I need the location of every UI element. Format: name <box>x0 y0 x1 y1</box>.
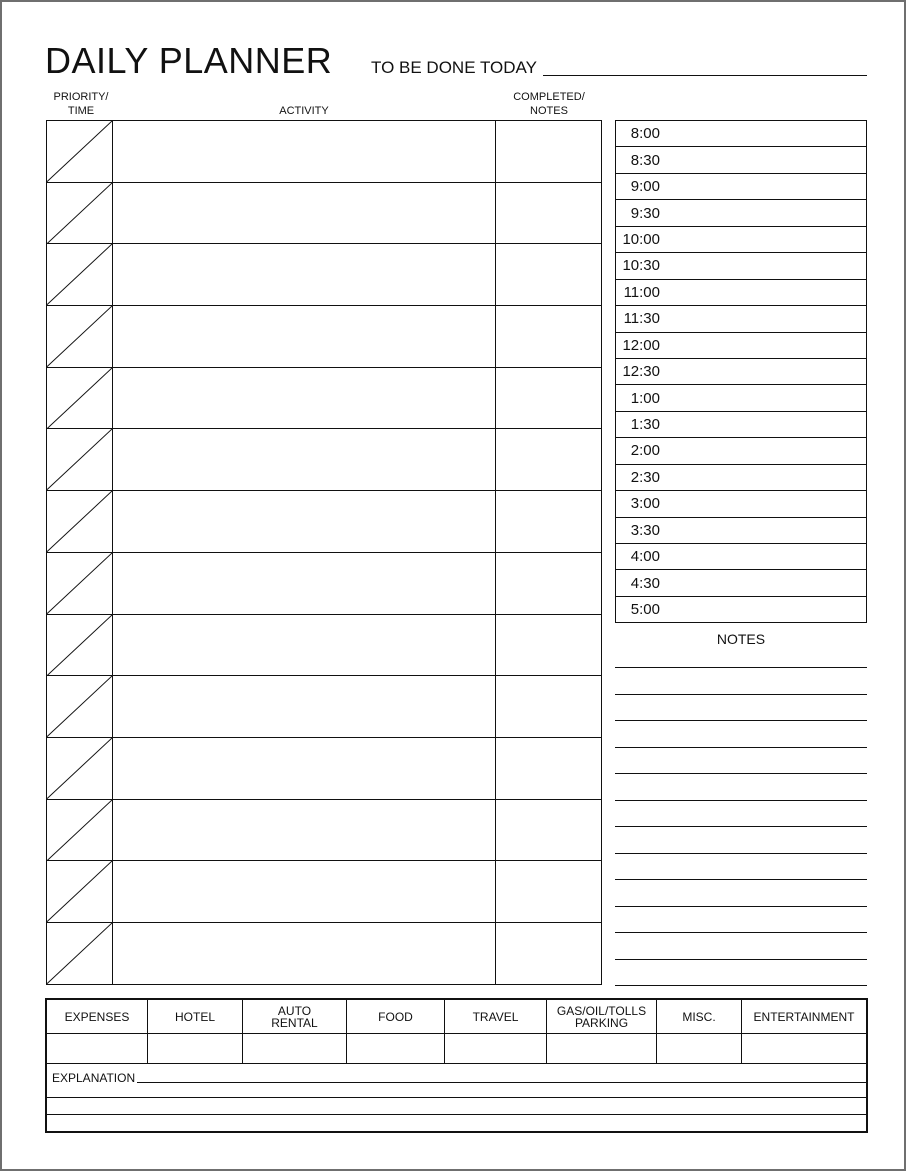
activity-row <box>47 491 601 553</box>
time-label: 2:00 <box>630 442 660 460</box>
expense-value-cell[interactable] <box>148 1034 243 1063</box>
diagonal-divider <box>47 491 112 552</box>
activity-cell[interactable] <box>113 244 496 305</box>
diagonal-divider <box>47 923 112 984</box>
priority-time-cell[interactable] <box>47 615 113 676</box>
time-label: 12:00 <box>622 336 660 354</box>
completed-notes-cell[interactable] <box>496 738 601 799</box>
activity-cell[interactable] <box>113 676 496 737</box>
time-label: 11:30 <box>623 310 660 328</box>
to-be-done-line <box>543 75 867 76</box>
activity-row <box>47 429 601 491</box>
activity-table <box>46 120 602 985</box>
priority-time-cell[interactable] <box>47 676 113 737</box>
diagonal-divider <box>47 429 112 490</box>
expense-value-cell[interactable] <box>742 1034 866 1063</box>
expenses-value-row <box>47 1034 866 1064</box>
activity-row <box>47 676 601 738</box>
time-label: 2:30 <box>630 468 660 486</box>
expense-header: GAS/OIL/TOLLS PARKING <box>547 1000 657 1033</box>
time-label: 8:30 <box>630 151 660 169</box>
completed-notes-cell[interactable] <box>496 800 601 861</box>
notes-line[interactable] <box>615 720 867 721</box>
expense-value-cell[interactable] <box>347 1034 445 1063</box>
completed-notes-cell[interactable] <box>496 615 601 676</box>
activity-row <box>47 861 601 923</box>
notes-line[interactable] <box>615 879 867 880</box>
completed-header-text: COMPLETED/ NOTES <box>513 91 585 117</box>
expense-header: TRAVEL <box>445 1000 547 1033</box>
activity-header: ACTIVITY <box>279 105 329 117</box>
time-label: 4:30 <box>630 574 660 592</box>
completed-notes-cell[interactable] <box>496 923 601 984</box>
activity-cell[interactable] <box>113 429 496 490</box>
expense-header: FOOD <box>347 1000 445 1033</box>
time-slot[interactable] <box>616 121 866 147</box>
activity-row <box>47 306 601 368</box>
time-slot[interactable] <box>616 570 866 596</box>
activity-cell[interactable] <box>113 306 496 367</box>
explanation-line[interactable] <box>47 1097 866 1098</box>
diagonal-divider <box>47 553 112 614</box>
priority-time-cell[interactable] <box>47 368 113 429</box>
activity-cell[interactable] <box>113 615 496 676</box>
time-slot[interactable] <box>616 359 866 385</box>
activity-row <box>47 615 601 677</box>
expense-value-cell[interactable] <box>47 1034 148 1063</box>
notes-line[interactable] <box>615 747 867 748</box>
time-slot[interactable] <box>616 280 866 306</box>
priority-time-header <box>46 90 116 118</box>
time-label: 1:00 <box>630 389 660 407</box>
activity-cell[interactable] <box>113 553 496 614</box>
diagonal-divider <box>47 800 112 861</box>
completed-notes-cell[interactable] <box>496 244 601 305</box>
time-label: 1:30 <box>630 416 660 434</box>
completed-notes-cell[interactable] <box>496 306 601 367</box>
time-label: 11:00 <box>623 283 660 301</box>
expense-header: AUTO RENTAL <box>243 1000 347 1033</box>
notes-line[interactable] <box>615 959 867 960</box>
activity-row <box>47 244 601 306</box>
explanation-line[interactable] <box>137 1082 866 1083</box>
priority-time-cell[interactable] <box>47 861 113 922</box>
activity-cell[interactable] <box>113 183 496 244</box>
priority-time-cell[interactable] <box>47 553 113 614</box>
activity-cell[interactable] <box>113 491 496 552</box>
completed-notes-cell[interactable] <box>496 368 601 429</box>
expenses-header-row <box>47 1000 866 1034</box>
completed-notes-cell[interactable] <box>496 183 601 244</box>
time-label: 9:30 <box>630 204 660 222</box>
expense-header: MISC. <box>657 1000 742 1033</box>
activity-row <box>47 183 601 245</box>
time-slot[interactable] <box>616 306 866 332</box>
page-title: DAILY PLANNER <box>45 40 333 81</box>
time-slot[interactable] <box>616 253 866 279</box>
activity-row <box>47 121 601 183</box>
priority-time-cell[interactable] <box>47 800 113 861</box>
priority-time-cell[interactable] <box>47 183 113 244</box>
priority-time-cell[interactable] <box>47 491 113 552</box>
priority-time-cell[interactable] <box>47 738 113 799</box>
expense-value-cell[interactable] <box>445 1034 547 1063</box>
expense-value-cell[interactable] <box>547 1034 657 1063</box>
notes-line[interactable] <box>615 906 867 907</box>
completed-notes-cell[interactable] <box>496 553 601 614</box>
diagonal-divider <box>47 306 112 367</box>
activity-cell[interactable] <box>113 800 496 861</box>
diagonal-divider <box>47 738 112 799</box>
diagonal-divider <box>47 368 112 429</box>
diagonal-divider <box>47 615 112 676</box>
priority-time-cell[interactable] <box>47 923 113 984</box>
expense-header: HOTEL <box>148 1000 243 1033</box>
activity-cell[interactable] <box>113 861 496 922</box>
explanation-label: EXPLANATION <box>52 1071 136 1085</box>
notes-line[interactable] <box>615 800 867 801</box>
time-slot[interactable] <box>616 174 866 200</box>
time-slot[interactable] <box>616 438 866 464</box>
time-slot[interactable] <box>616 147 866 173</box>
time-slot[interactable] <box>616 200 866 226</box>
time-label: 3:30 <box>630 521 660 539</box>
time-slot[interactable] <box>616 227 866 253</box>
notes-title: NOTES <box>716 631 766 647</box>
activity-row <box>47 923 601 985</box>
notes-line[interactable] <box>615 826 867 827</box>
time-slot[interactable] <box>616 385 866 411</box>
priority-header-text: PRIORITY/ TIME <box>53 91 109 117</box>
time-slot[interactable] <box>616 491 866 517</box>
time-label: 9:00 <box>630 178 660 196</box>
priority-time-cell[interactable] <box>47 121 113 182</box>
explanation-line[interactable] <box>47 1114 866 1115</box>
completed-notes-cell[interactable] <box>496 429 601 490</box>
completed-notes-cell[interactable] <box>496 491 601 552</box>
schedule-table <box>615 120 867 623</box>
notes-line[interactable] <box>615 773 867 774</box>
time-label: 10:30 <box>622 257 660 275</box>
time-slot[interactable] <box>616 465 866 491</box>
activity-cell[interactable] <box>113 121 496 182</box>
time-label: 12:30 <box>622 363 660 381</box>
activity-row <box>47 368 601 430</box>
completed-notes-header <box>496 90 602 118</box>
completed-notes-cell[interactable] <box>496 861 601 922</box>
time-slot[interactable] <box>616 544 866 570</box>
completed-notes-cell[interactable] <box>496 121 601 182</box>
activity-row <box>47 553 601 615</box>
activity-cell[interactable] <box>113 923 496 984</box>
diagonal-divider <box>47 183 112 244</box>
notes-line[interactable] <box>615 985 867 986</box>
expense-value-cell[interactable] <box>243 1034 347 1063</box>
expenses-box <box>45 998 868 1133</box>
time-label: 10:00 <box>622 230 660 248</box>
notes-line[interactable] <box>615 932 867 933</box>
notes-line[interactable] <box>615 694 867 695</box>
time-slot[interactable] <box>616 412 866 438</box>
expense-value-cell[interactable] <box>657 1034 742 1063</box>
activity-row <box>47 800 601 862</box>
time-slot[interactable] <box>616 518 866 544</box>
notes-line[interactable] <box>615 853 867 854</box>
diagonal-divider <box>47 861 112 922</box>
time-label: 3:00 <box>630 495 660 513</box>
priority-time-cell[interactable] <box>47 244 113 305</box>
activity-row <box>47 738 601 800</box>
diagonal-divider <box>47 676 112 737</box>
expense-header: EXPENSES <box>47 1000 148 1033</box>
time-label: 8:00 <box>630 125 660 143</box>
expense-header: ENTERTAINMENT <box>753 1009 855 1024</box>
diagonal-divider <box>47 244 112 305</box>
notes-line[interactable] <box>615 667 867 668</box>
completed-notes-cell[interactable] <box>496 676 601 737</box>
to-be-done-label: TO BE DONE TODAY <box>371 58 537 77</box>
priority-time-cell[interactable] <box>47 429 113 490</box>
time-label: 5:00 <box>630 601 660 619</box>
time-slot[interactable] <box>616 597 866 623</box>
time-slot[interactable] <box>616 333 866 359</box>
activity-cell[interactable] <box>113 738 496 799</box>
diagonal-divider <box>47 121 112 182</box>
time-label: 4:00 <box>630 548 660 566</box>
priority-time-cell[interactable] <box>47 306 113 367</box>
activity-cell[interactable] <box>113 368 496 429</box>
